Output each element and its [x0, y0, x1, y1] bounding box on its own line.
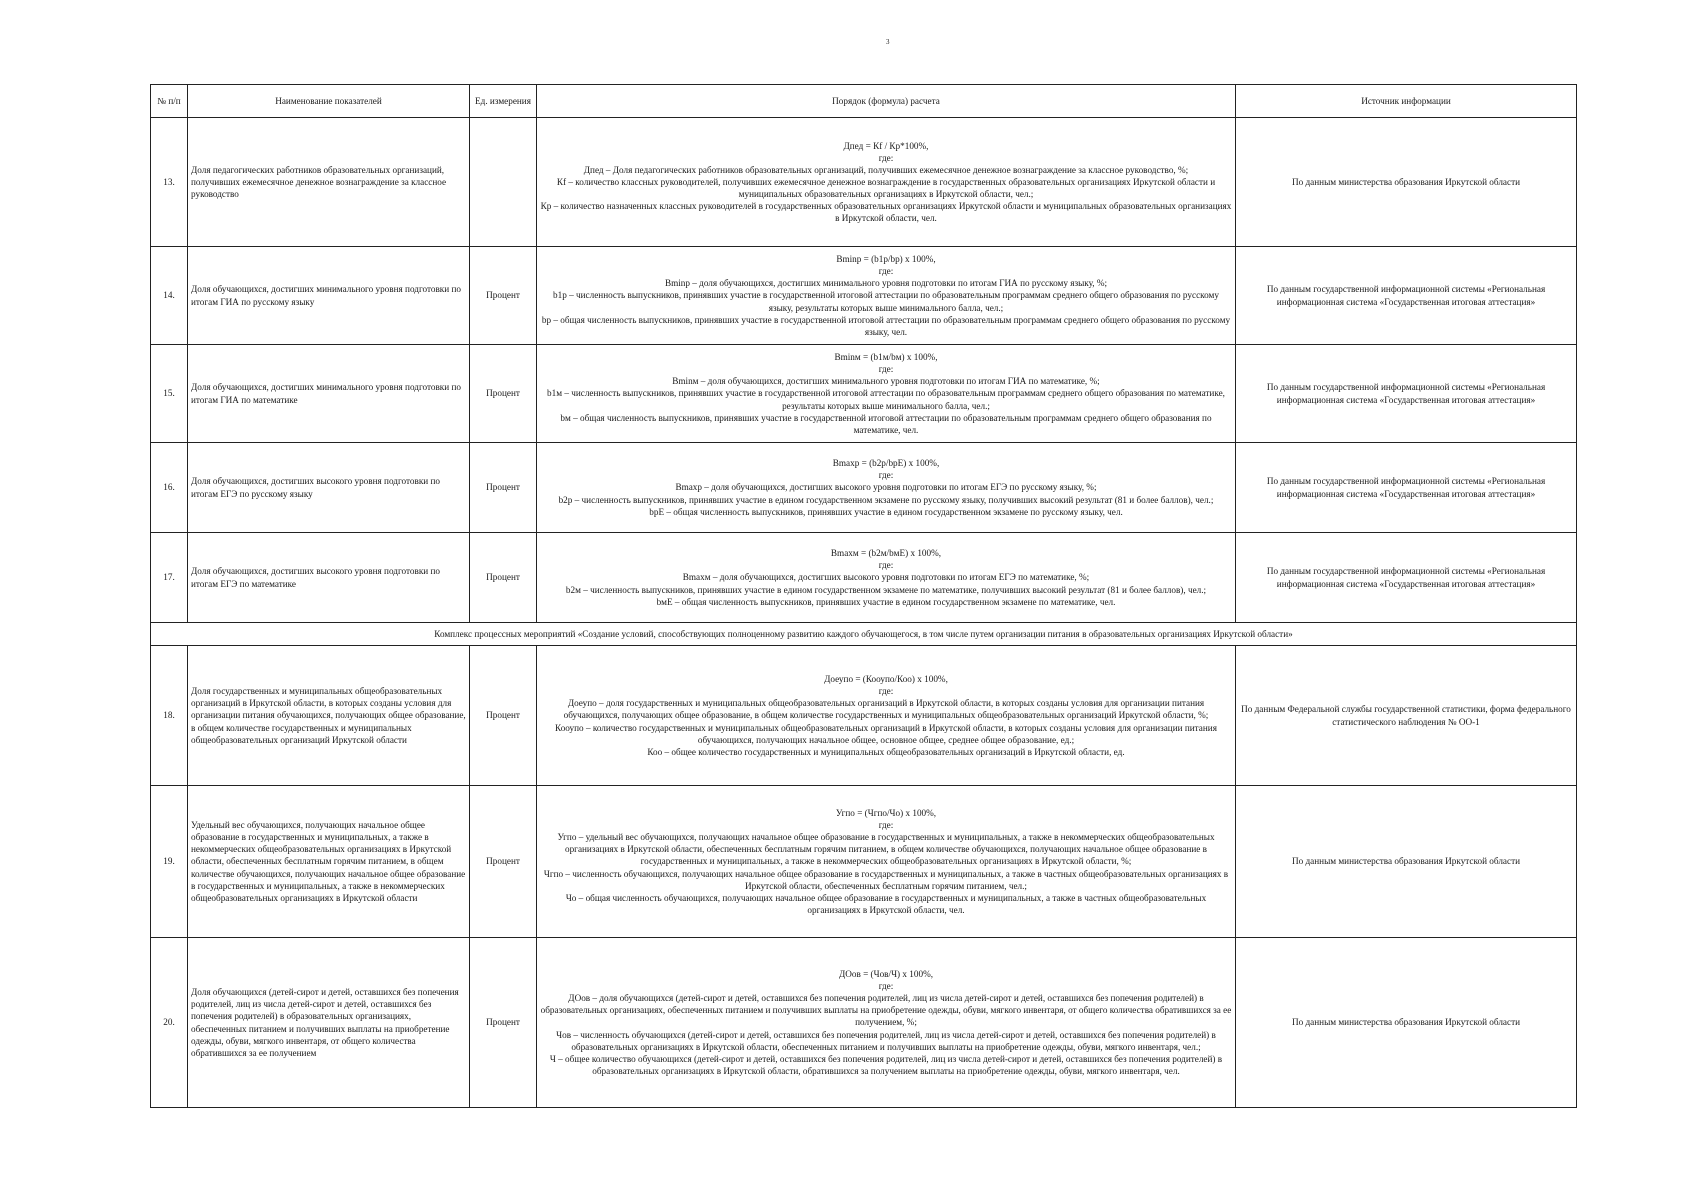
formula-line: b1р – численность выпускников, принявших участие в государственной итоговой аттестации по образовательным программам среднего общего образования по русскому языку, результаты которых выше минимального балла, чел.;: [553, 290, 1219, 313]
formula-cell: [537, 443, 1236, 533]
formula-cell: [537, 345, 1236, 443]
source-cell: По данным министерства образования Иркутской области: [1236, 786, 1577, 938]
indicator-name: Доля обучающихся, достигших высокого уровня подготовки по итогам ЕГЭ по русскому языку: [188, 443, 470, 533]
table-row: [151, 345, 1577, 443]
section-row: [151, 623, 1577, 646]
unit-cell: Процент: [470, 247, 537, 345]
row-number: 17.: [151, 533, 188, 623]
formula-line: Bminм = (b1м/bм) x 100%,: [834, 352, 938, 362]
formula-line: Bminр = (b1р/bр) x 100%,: [836, 254, 936, 264]
formula-line: где:: [878, 266, 894, 277]
indicator-name: Удельный вес обучающихся, получающих начальное общее образование в государственных и муниципальных, а также в некоммерческих общеобразовательных организациях в Иркутской области, обеспеченных бесплатным горячим питанием, в общем количестве обучающихся, получающих начальное общее образование в государственных и муниципальных, а также в некоммерческих общеобразовательных организациях в Иркутской области: [188, 786, 470, 938]
indicator-name: Доля обучающихся, достигших высокого уровня подготовки по итогам ЕГЭ по математике: [188, 533, 470, 623]
source-cell: По данным государственной информационной системы «Региональная информационная система «Государственная итоговая аттестация»: [1236, 247, 1577, 345]
indicator-name: Доля обучающихся (детей-сирот и детей, оставшихся без попечения родителей, лиц из числа детей-сирот и детей, оставшихся без попечения родителей) в образовательных организациях, обеспеченных питанием и получивших выплаты на приобретение одежды, обуви, мягкого инвентаря, от общего количества обратившихся за ее получением: [188, 938, 470, 1108]
formula-line: где:: [878, 686, 894, 697]
unit-cell: Процент: [470, 533, 537, 623]
table-row: [151, 646, 1577, 786]
indicator-name: Доля педагогических работников образовательных организаций, получивших ежемесячное денежное вознаграждение за классное руководство: [188, 118, 470, 247]
formula-line: Bmaxр = (b2р/bрЕ) x 100%,: [832, 458, 940, 469]
row-number: 20.: [151, 938, 188, 1108]
formula-line: Доеупо = (Кооупо/Коо) x 100%,: [824, 674, 948, 684]
formula-line: Доеупо – доля государственных и муниципальных общеобразовательных организаций в Иркутской области, в которых созданы условия для организации питания обучающихся, получающих общее образование, в общем количестве государственных и муниципальных общеобразовательных организаций Иркутской области, %;: [563, 698, 1209, 721]
indicator-name: Доля обучающихся, достигших минимального уровня подготовки по итогам ГИА по математике: [188, 345, 470, 443]
row-number: 13.: [151, 118, 188, 247]
formula-cell: [537, 938, 1236, 1108]
row-number: 18.: [151, 646, 188, 786]
table-row: [151, 443, 1577, 533]
table-header-row: [151, 85, 1577, 118]
formula-line: где:: [878, 364, 894, 375]
page-number: 3: [886, 38, 890, 46]
header-name: Наименование показателей: [188, 85, 470, 118]
formula-line: Чов – численность обучающихся (детей-сирот и детей, оставшихся без попечения родителей, лиц из числа детей-сирот и детей, оставшихся без попечения родителей) в образовательных организациях в Иркутской области, обеспеченных питанием и получивших выплаты на приобретение одежды, обуви, мягкого инвентаря, чел.;: [556, 1029, 1216, 1052]
source-cell: По данным Федеральной службы государственной статистики, форма федерального статистического наблюдения № ОО-1: [1236, 646, 1577, 786]
indicator-name: Доля обучающихся, достигших минимального уровня подготовки по итогам ГИА по русскому языку: [188, 247, 470, 345]
formula-line: ДОов – доля обучающихся (детей-сирот и детей, оставшихся без попечения родителей, лиц из числа детей-сирот и детей, оставшихся без попечения родителей) в образовательных организациях, обеспеченных питанием и получивших выплаты на приобретение одежды, обуви, мягкого инвентаря, от общего количества обратившихся за ее получением, %;: [540, 993, 1232, 1028]
formula-line: Bmaxр – доля обучающихся, достигших высокого уровня подготовки по итогам ЕГЭ по русскому языку, %;: [675, 482, 1097, 493]
row-number: 15.: [151, 345, 188, 443]
formula-line: где:: [878, 560, 894, 571]
formula-cell: [537, 118, 1236, 247]
row-number: 14.: [151, 247, 188, 345]
formula-cell: [537, 786, 1236, 938]
section-title: Комплекс процессных мероприятий «Создание условий, способствующих полноценному развитию каждого обучающегося, в том числе путем организации питания в образовательных организациях Иркутской области»: [151, 623, 1577, 646]
formula-line: bм – общая численность выпускников, принявших участие в государственной итоговой аттестации по образовательным программам среднего общего образования по математике, чел.: [560, 412, 1212, 435]
header-num: № п/п: [151, 85, 188, 118]
formula-line: где:: [878, 820, 894, 830]
header-formula: Порядок (формула) расчета: [537, 85, 1236, 118]
formula-cell: [537, 247, 1236, 345]
unit-cell: Процент: [470, 786, 537, 938]
formula-line: bр – общая численность выпускников, принявших участие в государственной итоговой аттестации по образовательным программам среднего общего образования по русскому языку, чел.: [541, 314, 1231, 337]
table-row: [151, 118, 1577, 247]
formula-line: Дпед = Кf / Кр*100%,: [843, 140, 929, 151]
table-row: [151, 938, 1577, 1108]
formula-line: Чо – общая численность обучающихся, получающих начальное общее образование в государственных и муниципальных, а также в частных общеобразовательных организациях в Иркутской области, чел.: [565, 892, 1207, 915]
formula-line: Bmaxм = (b2м/bмЕ) x 100%,: [830, 548, 942, 559]
formula-line: Коо – общее количество государственных и муниципальных общеобразовательных организаций в Иркутской области, ед.: [647, 746, 1125, 757]
indicator-name: Доля государственных и муниципальных общеобразовательных организаций в Иркутской области, в которых созданы условия для организации питания обучающихся, получающих общее образование, в общем количестве государственных и муниципальных общеобразовательных организаций Иркутской области: [188, 646, 470, 786]
formula-line: где:: [878, 152, 894, 163]
unit-cell: Процент: [470, 646, 537, 786]
indicators-table: [150, 84, 1577, 1108]
source-cell: По данным министерства образования Иркутской области: [1236, 118, 1577, 247]
formula-line: Bmaxм – доля обучающихся, достигших высокого уровня подготовки по итогам ЕГЭ по математике, %;: [682, 572, 1090, 583]
unit-cell: Процент: [470, 443, 537, 533]
formula-line: Кf – количество классных руководителей, получивших ежемесячное денежное вознаграждение в государственных образовательных организациях Иркутской области и муниципальных образовательных организациях в Иркутской области, чел.;: [556, 176, 1216, 200]
table-row: [151, 533, 1577, 623]
formula-line: b1м – численность выпускников, принявших участие в государственной итоговой аттестации по образовательным программам среднего общего образования по математике, результаты которых выше минимального балла, чел.;: [547, 388, 1225, 411]
source-cell: По данным министерства образования Иркутской области: [1236, 938, 1577, 1108]
formula-line: bмЕ – общая численность выпускников, принявших участие в едином государственном экзамене по математике, чел.: [656, 596, 1116, 607]
source-cell: По данным государственной информационной системы «Региональная информационная система «Государственная итоговая аттестация»: [1236, 533, 1577, 623]
formula-line: Угпо – удельный вес обучающихся, получающих начальное общее образование в государственных и муниципальных, а также в некоммерческих общеобразовательных организациях в Иркутской области, обеспеченных бесплатным горячим питанием, в общем количестве обучающихся, получающих начальное общее образование в государственных и муниципальных, а также в некоммерческих общеобразовательных организациях в Иркутской области, %;: [557, 832, 1215, 867]
formula-line: bрЕ – общая численность выпускников, принявших участие в едином государственном экзамене по русскому языку, чел.: [649, 506, 1123, 517]
formula-line: Bminм – доля обучающихся, достигших минимального уровня подготовки по итогам ГИА по математике, %;: [672, 376, 1100, 387]
formula-line: где:: [878, 981, 894, 991]
formula-line: Угпо = (Чгпо/Чо) x 100%,: [835, 807, 937, 818]
row-number: 16.: [151, 443, 188, 533]
formula-line: Ч – общее количество обучающихся (детей-сирот и детей, оставшихся без попечения родителей, лиц из числа детей-сирот и детей, оставшихся без попечения родителей) в образовательных организациях в Иркутской области, обратившихся за получением выплаты на приобретение одежды, обуви, мягкого инвентаря, чел.: [549, 1053, 1223, 1076]
formula-line: ДОов = (Чов/Ч) x 100%,: [838, 968, 934, 979]
source-cell: По данным государственной информационной системы «Региональная информационная система «Государственная итоговая аттестация»: [1236, 345, 1577, 443]
formula-line: Дпед – Доля педагогических работников образовательных организаций, получивших ежемесячное денежное вознаграждение за классное руководство, %;: [583, 164, 1189, 175]
formula-line: Bminр – доля обучающихся, достигших минимального уровня подготовки по итогам ГИА по русскому языку, %;: [664, 278, 1108, 289]
formula-line: Чгпо – численность обучающихся, получающих начальное общее образование в государственных и муниципальных, а также в частных общеобразовательных организациях в Иркутской области, обеспеченных бесплатным горячим питанием, чел.;: [543, 868, 1229, 891]
table-row: [151, 247, 1577, 345]
formula-cell: [537, 533, 1236, 623]
unit-cell: Процент: [470, 345, 537, 443]
row-number: 19.: [151, 786, 188, 938]
formula-line: b2р – численность выпускников, принявших участие в едином государственном экзамене по русскому языку, получивших высокий результат (81 и более баллов), чел.;: [558, 494, 1214, 505]
formula-line: где:: [878, 470, 894, 481]
unit-cell: Процент: [470, 938, 537, 1108]
formula-line: Кооупо – количество государственных и муниципальных общеобразовательных организаций в Иркутской области, в которых созданы условия для организации питания обучающихся, получающих начальное общее, основное общее, среднее общее образование, ед.;: [555, 722, 1217, 745]
formula-cell: [537, 646, 1236, 786]
source-cell: По данным государственной информационной системы «Региональная информационная система «Государственная итоговая аттестация»: [1236, 443, 1577, 533]
header-source: Источник информации: [1236, 85, 1577, 118]
formula-line: Кр – количество назначенных классных руководителей в государственных образовательных организациях Иркутской области и муниципальных образовательных организациях в Иркутской области, чел.: [540, 201, 1232, 224]
table-row: [151, 786, 1577, 938]
header-unit: Ед. измерения: [470, 85, 537, 118]
formula-line: b2м – численность выпускников, принявших участие в едином государственном экзамене по математике, получивших высокий результат (81 и более баллов), чел.;: [565, 584, 1207, 595]
unit-cell: [470, 118, 537, 247]
